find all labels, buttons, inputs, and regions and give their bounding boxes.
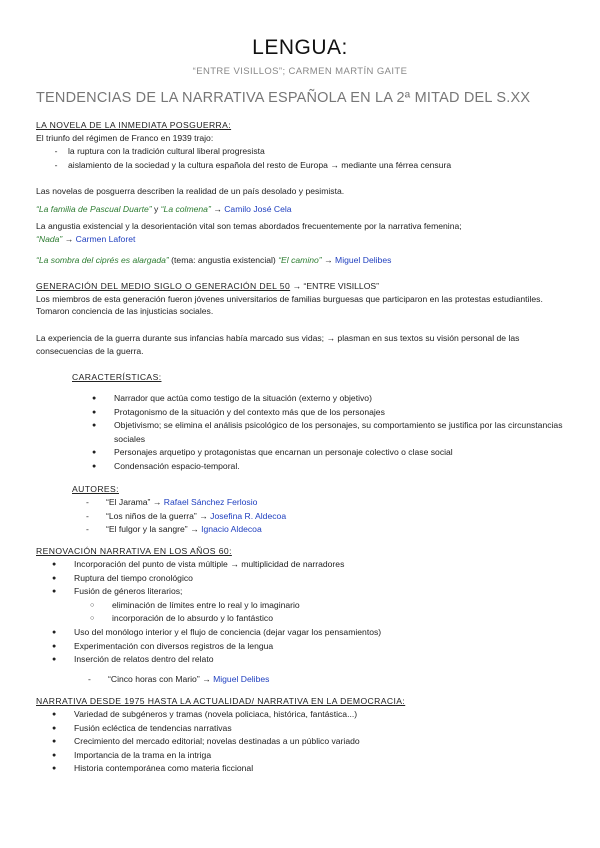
caracteristicas-list — [92, 392, 572, 474]
caracteristicas-title: CARACTERÍSTICAS: — [72, 372, 162, 382]
bullet-icon: ● — [92, 462, 97, 470]
dash-icon: - — [88, 674, 91, 684]
bullet-icon: ● — [52, 765, 57, 773]
dash-icon: - — [86, 510, 89, 521]
list-item: ● Incorporación del punto de vista múltiple → multiplicidad de narradores — [52, 558, 572, 572]
main-heading: TENDENCIAS DE LA NARRATIVA ESPAÑOLA EN LA 2ª MITAD DEL S.XX — [36, 90, 531, 106]
bullet-icon: ● — [92, 422, 97, 430]
generacion50-paragraph-1: Los miembros de esta generación fueron jóvenes universitarios de familias burguesas que participaron en las protestas estudiantiles. Tomaron conciencia de las injusticias sociales. — [36, 293, 543, 316]
list-item: ● Crecimiento del mercado editorial; novelas destinadas a un público variado — [52, 735, 572, 749]
list-item: - aislamiento de la sociedad y la cultura española del resto de Europa → mediante una férrea censura — [36, 160, 576, 172]
section-generacion50: GENERACIÓN DEL MEDIO SIGLO O GENERACIÓN DEL 50 → “ENTRE VISILLOS” Los miembros de esta generación fueron jóvenes universitarios de familias burguesas que participaron en las protestas estudiantiles. Tomaron conciencia de las injusticias sociales. — [36, 280, 576, 318]
list-item: - la ruptura con la tradición cultural liberal progresista — [36, 146, 576, 158]
list-item: ● Narrador que actúa como testigo de la situación (externo y objetivo) — [92, 392, 572, 406]
list-item: ● Variedad de subgéneros y tramas (novela policiaca, histórica, fantástica...) — [52, 708, 572, 722]
list-item: ● Protagonismo de la situación y del contexto más que de los personajes — [92, 406, 572, 420]
list-item: - “El fulgor y la sangre” → Ignacio Aldecoa — [86, 523, 566, 537]
bullet-icon: ● — [52, 588, 57, 596]
bullet-icon: ● — [52, 628, 57, 636]
list-item: - “El Jarama” → Rafael Sánchez Ferlosio — [86, 496, 566, 510]
autores-list — [86, 496, 566, 537]
dash-icon: - — [54, 159, 58, 170]
section-title-generacion50: GENERACIÓN DEL MEDIO SIGLO O GENERACIÓN DEL 50 — [36, 281, 291, 291]
list-item: - “Los niños de la guerra” → Josefina R. Aldecoa — [86, 510, 566, 524]
democracia-list — [52, 708, 572, 776]
list-item: ● Ruptura del tiempo cronológico — [52, 572, 572, 586]
page-subtitle: “ENTRE VISILLOS”; CARMEN MARTÍN GAITE — [192, 66, 408, 77]
bullet-icon: ● — [52, 656, 57, 664]
posguerra-paragraph: Las novelas de posguerra describen la realidad de un país desolado y pesimista. — [36, 186, 345, 196]
bullet-icon: ● — [52, 751, 57, 759]
angustia-paragraph: La angustia existencial y la desorientación vital son temas abordados frecuentemente por la narrativa femenina; “Nada” → Carmen Laforet — [36, 221, 462, 244]
list-item: ● Condensación espacio-temporal. — [92, 460, 572, 474]
bullet-icon: ● — [52, 642, 57, 650]
list-item: ○ incorporación de lo absurdo y lo fantástico — [52, 612, 572, 626]
section-posguerra — [36, 120, 576, 171]
section-title-renovacion: RENOVACIÓN NARRATIVA EN LOS AÑOS 60: — [36, 546, 232, 556]
list-item: ● Importancia de la trama en la intriga — [52, 749, 572, 763]
section-title-posguerra: LA NOVELA DE LA INMEDIATA POSGUERRA: — [36, 120, 232, 130]
list-item: ○ eliminación de límites entre lo real y lo imaginario — [52, 599, 572, 613]
renovacion-work: - “Cinco horas con Mario” → Miguel Delibes — [88, 674, 270, 684]
dash-icon: - — [54, 146, 58, 156]
list-item: ● Fusión ecléctica de tendencias narrativas — [52, 722, 572, 736]
posguerra-intro: El triunfo del régimen de Franco en 1939 trajo: — [36, 132, 214, 143]
page-title: LENGUA: — [252, 36, 348, 59]
bullet-icon: ● — [52, 711, 57, 718]
list-item: ● Experimentación con diversos registros de la lengua — [52, 640, 572, 654]
list-item: ● Historia contemporánea como materia ficcional — [52, 762, 572, 776]
list-item: ● Fusión de géneros literarios; — [52, 585, 572, 599]
circle-bullet-icon: ○ — [90, 615, 95, 623]
list-item: ● Inserción de relatos dentro del relato — [52, 653, 572, 667]
dash-icon: - — [86, 497, 89, 507]
bullet-icon: ● — [52, 738, 57, 746]
bullet-icon: ● — [52, 574, 57, 582]
autores-title: AUTORES: — [72, 484, 119, 494]
bullet-icon: ● — [92, 408, 97, 416]
works-delibes: “La sombra del ciprés es alargada” (tema: angustia existencial) “El camino” → Miguel Delibes — [36, 255, 392, 265]
bullet-icon: ● — [52, 724, 57, 732]
list-item: ● Personajes arquetipo y protagonistas que encarnan un personaje colectivo o clase social — [92, 446, 572, 460]
bullet-icon: ● — [52, 561, 57, 568]
list-item: ● Objetivismo; se elimina el análisis psicológico de los personajes, su comportamiento se justifica por las circunstancias sociales — [92, 419, 572, 446]
dash-icon: - — [86, 524, 89, 535]
bullet-icon: ● — [92, 449, 97, 457]
works-cela: “La familia de Pascual Duarte” y “La colmena” → Camilo José Cela — [36, 204, 292, 214]
renovacion-list — [52, 558, 572, 667]
list-item: ● Uso del monólogo interior y el flujo de conciencia (dejar vagar los pensamientos) — [52, 626, 572, 640]
generacion50-paragraph-2: La experiencia de la guerra durante sus infancias había marcado sus vidas; → plasman en sus textos su visión personal de las consecuencias de la guerra. — [36, 333, 520, 356]
circle-bullet-icon: ○ — [90, 601, 95, 609]
bullet-icon: ● — [92, 395, 97, 402]
section-title-democracia: NARRATIVA DESDE 1975 HASTA LA ACTUALIDAD/ NARRATIVA EN LA DEMOCRACIA: — [36, 696, 406, 706]
